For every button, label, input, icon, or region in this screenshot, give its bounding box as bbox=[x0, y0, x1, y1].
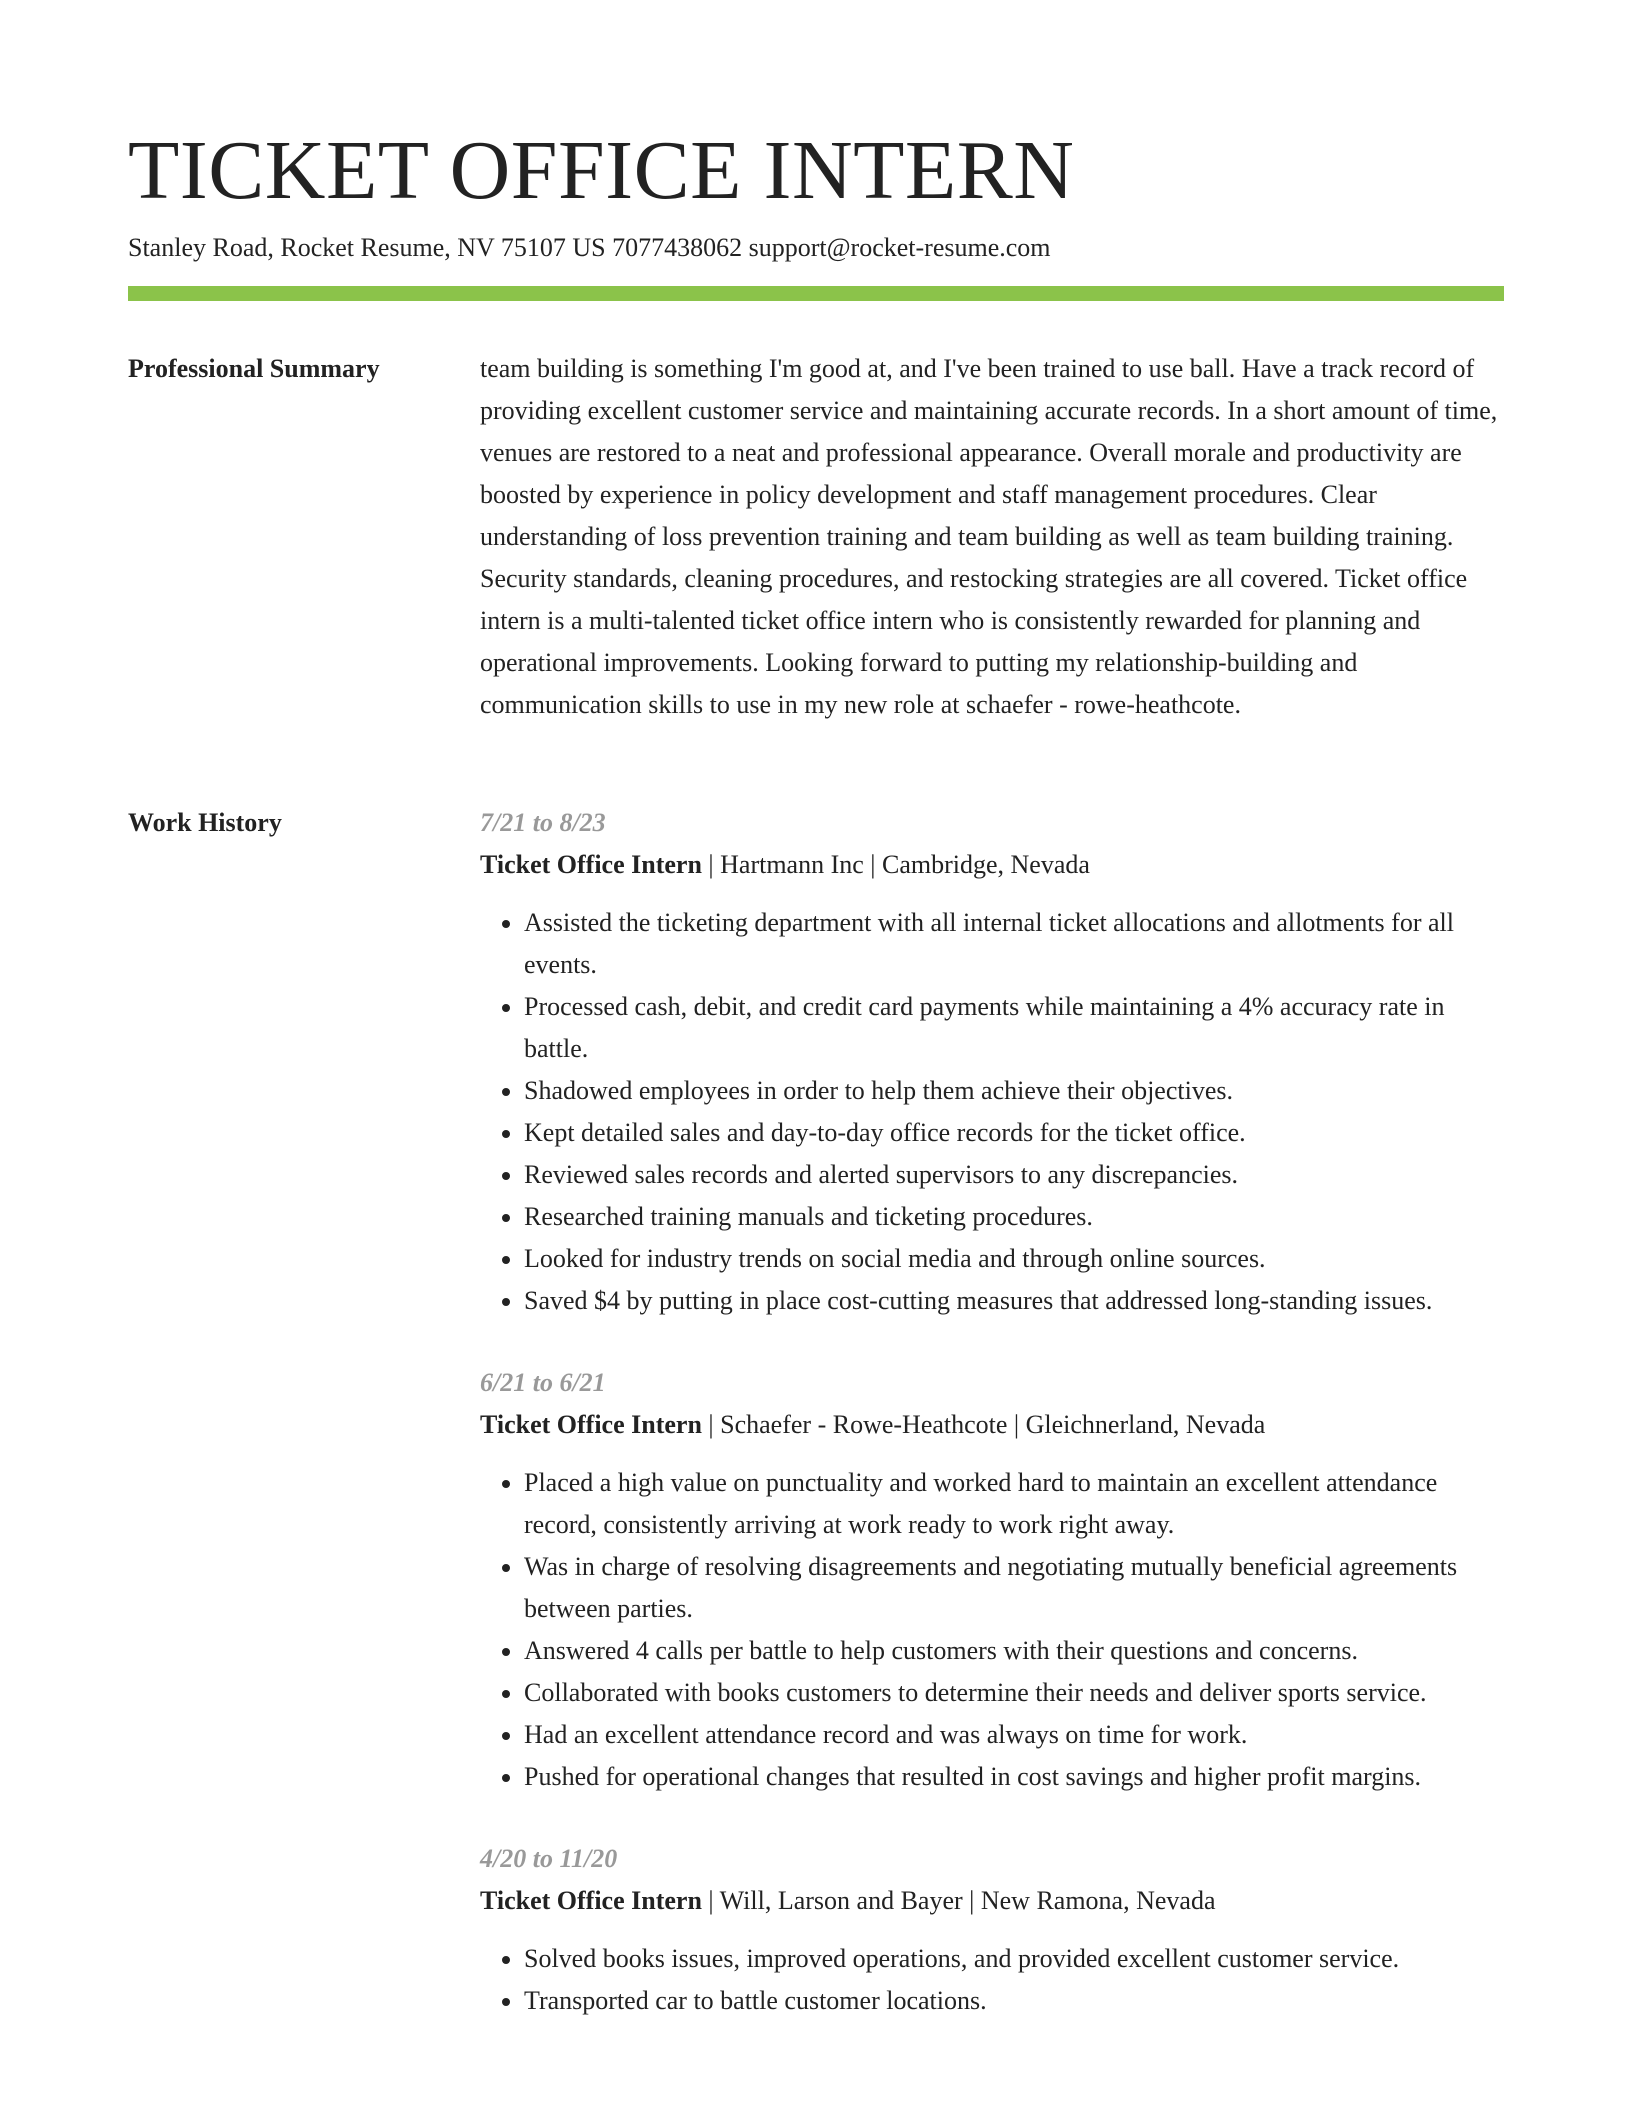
job-bullet: • Assisted the ticketing department with all internal ticket allocations and allotments for all events. bbox=[524, 902, 1504, 986]
job-bullet-list bbox=[480, 1938, 1504, 2022]
contact-info: Stanley Road, Rocket Resume, NV 75107 US 7077438062 support@rocket-resume.com bbox=[128, 233, 1051, 262]
job-bullet: • Researched training manuals and ticketing procedures. bbox=[524, 1196, 1504, 1238]
work-history-body bbox=[480, 802, 1504, 2062]
job-dates: 6/21 to 6/21 bbox=[480, 1368, 606, 1397]
job-bullet: • Processed cash, debit, and credit card payments while maintaining a 4% accuracy rate in battle. bbox=[524, 986, 1504, 1070]
job-bullet: • Transported car to battle customer locations. bbox=[524, 1980, 1504, 2022]
job-bullet: • Reviewed sales records and alerted supervisors to any discrepancies. bbox=[524, 1154, 1504, 1196]
job-bullet: • Collaborated with books customers to determine their needs and deliver sports service. bbox=[524, 1672, 1504, 1714]
job-title: Ticket Office Intern bbox=[480, 850, 702, 879]
job-company-location: | Will, Larson and Bayer | New Ramona, Nevada bbox=[701, 1886, 1216, 1915]
job-heading bbox=[480, 1404, 1504, 1446]
job-dates: 7/21 to 8/23 bbox=[480, 808, 606, 837]
job-bullet: • Pushed for operational changes that resulted in cost savings and higher profit margins. bbox=[524, 1756, 1504, 1798]
job-heading bbox=[480, 1880, 1504, 1922]
section-label-work-history: Work History bbox=[128, 808, 282, 837]
header-divider bbox=[128, 286, 1504, 301]
job-entry bbox=[480, 1838, 1504, 2022]
job-title: Ticket Office Intern bbox=[480, 1886, 702, 1915]
job-company-location: | Hartmann Inc | Cambridge, Nevada bbox=[701, 850, 1090, 879]
job-heading bbox=[480, 844, 1504, 886]
resume-title: TICKET OFFICE INTERN bbox=[128, 124, 1075, 217]
job-bullet: • Answered 4 calls per battle to help customers with their questions and concerns. bbox=[524, 1630, 1504, 1672]
job-bullet: • Saved $4 by putting in place cost-cutting measures that addressed long-standing issues. bbox=[524, 1280, 1504, 1322]
job-company-location: | Schaefer - Rowe-Heathcote | Gleichnerland, Nevada bbox=[701, 1410, 1266, 1439]
job-title: Ticket Office Intern bbox=[480, 1410, 702, 1439]
job-bullet: • Placed a high value on punctuality and worked hard to maintain an excellent attendance record, consistently arriving at work ready to work right away. bbox=[524, 1462, 1504, 1546]
job-bullet: • Was in charge of resolving disagreements and negotiating mutually beneficial agreements between parties. bbox=[524, 1546, 1504, 1630]
job-dates: 4/20 to 11/20 bbox=[480, 1844, 618, 1873]
job-entry bbox=[480, 802, 1504, 1322]
section-label-summary: Professional Summary bbox=[128, 354, 380, 383]
job-entry bbox=[480, 1362, 1504, 1798]
summary-text: team building is something I'm good at, and I've been trained to use ball. Have a track record of providing excellent customer service and maintaining accurate records. In a short amount of time, venues are restored to a neat and professional appearance. Overall morale and productivity are boosted by experience in policy development and staff management procedures. Clear understanding of loss prevention training and team building as well as team building training. Security standards, cleaning procedures, and restocking strategies are all covered. Ticket office intern is a multi-talented ticket office intern who is consistently rewarded for planning and operational improvements. Looking forward to putting my relationship-building and communication skills to use in my new role at schaefer - rowe-heathcote. bbox=[480, 354, 1498, 719]
job-bullet: • Kept detailed sales and day-to-day office records for the ticket office. bbox=[524, 1112, 1504, 1154]
summary-body bbox=[480, 348, 1504, 726]
job-bullet: • Solved books issues, improved operations, and provided excellent customer service. bbox=[524, 1938, 1504, 1980]
job-bullet: • Shadowed employees in order to help them achieve their objectives. bbox=[524, 1070, 1504, 1112]
job-bullet: • Had an excellent attendance record and was always on time for work. bbox=[524, 1714, 1504, 1756]
job-bullet-list bbox=[480, 1462, 1504, 1798]
job-bullet-list bbox=[480, 902, 1504, 1322]
job-bullet: • Looked for industry trends on social media and through online sources. bbox=[524, 1238, 1504, 1280]
